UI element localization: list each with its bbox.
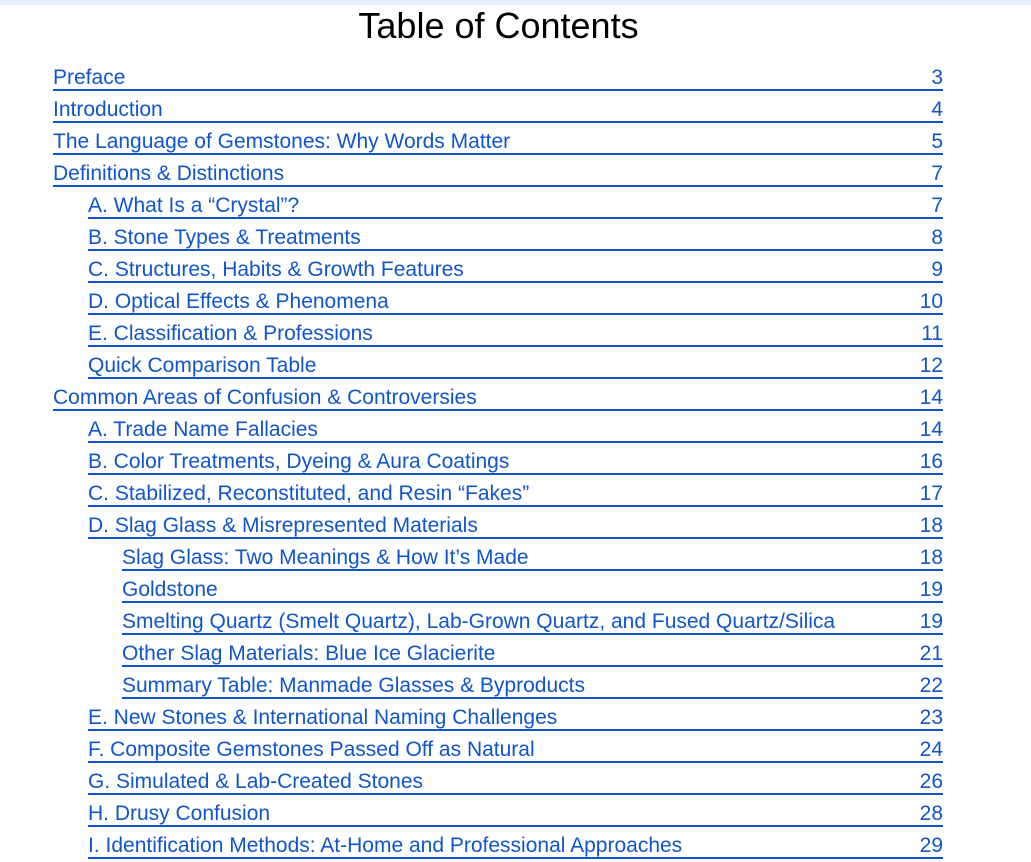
- toc-entry-underline: [88, 313, 943, 315]
- toc-entry-page-number: 11: [921, 322, 943, 345]
- toc-entry-page-number: 22: [919, 674, 943, 697]
- toc-entry[interactable]: [0, 446, 1031, 478]
- toc-entry-page-number: 14: [919, 418, 943, 441]
- toc-entry-label: G. Simulated & Lab-Created Stones: [88, 770, 424, 793]
- toc-entry-label: Common Areas of Confusion & Controversies: [53, 386, 477, 409]
- toc-entry-page-number: 4: [931, 98, 943, 121]
- toc-entry[interactable]: [0, 766, 1031, 798]
- toc-entry-label: Goldstone: [122, 578, 218, 601]
- toc-entry-page-number: 17: [919, 482, 943, 505]
- toc-entry-underline: [88, 537, 943, 539]
- toc-entry[interactable]: [0, 670, 1031, 702]
- toc-entry[interactable]: [0, 478, 1031, 510]
- toc-entry-underline: [88, 249, 943, 251]
- toc-title: Table of Contents: [358, 5, 639, 46]
- toc-entry-page-number: 10: [919, 290, 943, 313]
- toc-entry[interactable]: [0, 126, 1031, 158]
- toc-entry-underline: [88, 761, 943, 763]
- toc-entry-page-number: 12: [919, 354, 943, 377]
- toc-entry-page-number: 26: [919, 770, 943, 793]
- toc-entry-underline: [88, 793, 943, 795]
- toc-entry-page-number: 16: [919, 450, 943, 473]
- toc-list: [0, 62, 1031, 862]
- toc-entry[interactable]: [0, 414, 1031, 446]
- toc-entry-underline: [53, 89, 943, 91]
- toc-entry-label: Smelting Quartz (Smelt Quartz), Lab-Grown Quartz, and Fused Quartz/Silica: [122, 610, 836, 633]
- toc-entry-label: Slag Glass: Two Meanings & How It’s Made: [122, 546, 529, 569]
- toc-entry[interactable]: [0, 798, 1031, 830]
- toc-entry-underline: [122, 601, 943, 603]
- toc-entry-underline: [88, 825, 943, 827]
- toc-entry[interactable]: [0, 702, 1031, 734]
- toc-entry-underline: [88, 377, 943, 379]
- toc-entry-underline: [88, 505, 943, 507]
- toc-entry-page-number: 7: [931, 194, 943, 217]
- toc-entry-label: Definitions & Distinctions: [53, 162, 285, 185]
- toc-entry-label: E. New Stones & International Naming Challenges: [88, 706, 558, 729]
- toc-entry[interactable]: [0, 254, 1031, 286]
- toc-entry-label: The Language of Gemstones: Why Words Matter: [53, 130, 511, 153]
- toc-entry-page-number: 8: [931, 226, 943, 249]
- toc-entry[interactable]: [0, 830, 1031, 862]
- toc-entry-underline: [53, 409, 943, 411]
- toc-entry-label: F. Composite Gemstones Passed Off as Natural: [88, 738, 535, 761]
- toc-entry-page-number: 29: [919, 834, 943, 857]
- toc-entry-label: D. Optical Effects & Phenomena: [88, 290, 389, 313]
- toc-entry-page-number: 9: [931, 258, 943, 281]
- toc-entry[interactable]: [0, 94, 1031, 126]
- toc-entry-label: I. Identification Methods: At-Home and Professional Approaches: [88, 834, 683, 857]
- toc-entry[interactable]: [0, 542, 1031, 574]
- toc-entry[interactable]: [0, 286, 1031, 318]
- toc-entry-underline: [88, 345, 943, 347]
- toc-entry-underline: [88, 857, 943, 859]
- toc-entry[interactable]: [0, 158, 1031, 190]
- toc-entry-underline: [53, 185, 943, 187]
- toc-entry[interactable]: [0, 574, 1031, 606]
- toc-entry-page-number: 18: [919, 514, 943, 537]
- toc-entry[interactable]: [0, 606, 1031, 638]
- toc-entry-underline: [122, 569, 943, 571]
- toc-entry-underline: [88, 217, 943, 219]
- toc-entry-label: Preface: [53, 66, 126, 89]
- toc-entry[interactable]: [0, 190, 1031, 222]
- toc-entry-underline: [122, 633, 943, 635]
- toc-entry-label: Summary Table: Manmade Glasses & Byproducts: [122, 674, 585, 697]
- toc-entry[interactable]: [0, 638, 1031, 670]
- toc-entry-label: H. Drusy Confusion: [88, 802, 271, 825]
- toc-entry[interactable]: [0, 222, 1031, 254]
- toc-entry-page-number: 18: [919, 546, 943, 569]
- toc-entry-label: Introduction: [53, 98, 163, 121]
- toc-entry-page-number: 21: [919, 642, 943, 665]
- toc-entry-page-number: 5: [931, 130, 943, 153]
- toc-entry-page-number: 19: [919, 578, 943, 601]
- toc-entry-underline: [88, 441, 943, 443]
- toc-entry-page-number: 3: [931, 66, 943, 89]
- toc-entry-label: A. What Is a “Crystal”?: [88, 194, 300, 217]
- toc-entry-label: B. Stone Types & Treatments: [88, 226, 361, 249]
- toc-entry-underline: [88, 729, 943, 731]
- toc-entry-label: Quick Comparison Table: [88, 354, 317, 377]
- toc-entry-page-number: 19: [919, 610, 943, 633]
- toc-entry-underline: [88, 473, 943, 475]
- toc-entry-label: B. Color Treatments, Dyeing & Aura Coatings: [88, 450, 510, 473]
- toc-entry-label: E. Classification & Professions: [88, 322, 373, 345]
- toc-entry[interactable]: [0, 350, 1031, 382]
- toc-entry-label: A. Trade Name Fallacies: [88, 418, 318, 441]
- toc-entry[interactable]: [0, 734, 1031, 766]
- toc-entry-page-number: 7: [931, 162, 943, 185]
- toc-entry[interactable]: [0, 318, 1031, 350]
- toc-entry-label: Other Slag Materials: Blue Ice Glacierite: [122, 642, 496, 665]
- toc-entry-page-number: 28: [919, 802, 943, 825]
- toc-entry-page-number: 14: [919, 386, 943, 409]
- toc-entry-underline: [53, 121, 943, 123]
- toc-entry-underline: [122, 697, 943, 699]
- toc-entry-underline: [88, 281, 943, 283]
- toc-entry[interactable]: [0, 382, 1031, 414]
- toc-entry-underline: [122, 665, 943, 667]
- toc-entry-label: C. Structures, Habits & Growth Features: [88, 258, 464, 281]
- toc-entry-label: D. Slag Glass & Misrepresented Materials: [88, 514, 478, 537]
- toc-entry-underline: [53, 153, 943, 155]
- toc-entry[interactable]: [0, 510, 1031, 542]
- toc-entry-page-number: 24: [919, 738, 943, 761]
- toc-entry-label: C. Stabilized, Reconstituted, and Resin “Fakes”: [88, 482, 530, 505]
- toc-entry-page-number: 23: [919, 706, 943, 729]
- toc-entry[interactable]: [0, 62, 1031, 94]
